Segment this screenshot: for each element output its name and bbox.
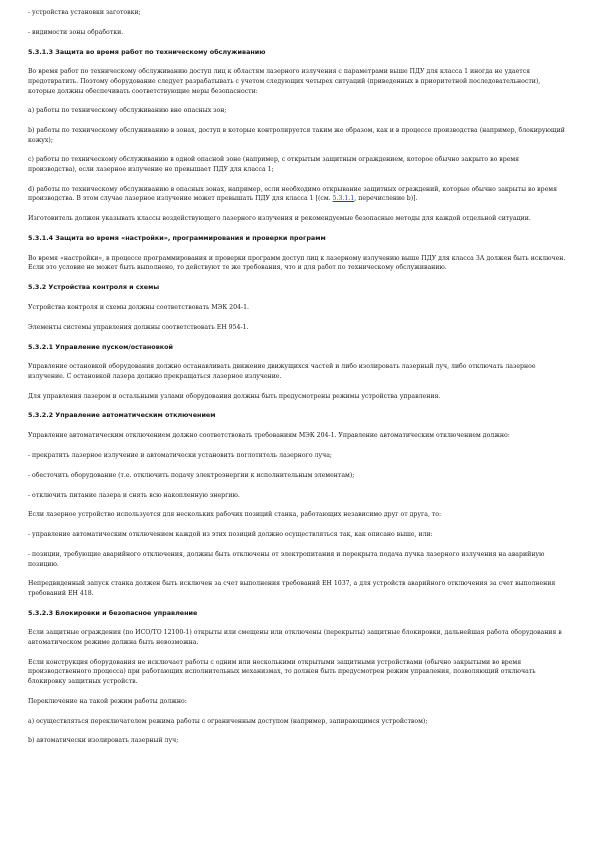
list-item: - управление автоматическим отключением каждой из этих позиций должно осуществляться так, как описано выше, или: (28, 531, 433, 539)
paragraph: Если защитные ограждения (по ИСО/ТО 12100-1) открыты или смещены или отключены (перекрыты) защитные блокировки, дальнейшая работа оборудования в автоматическом режиме должна быть невозможна. (28, 629, 562, 647)
list-item: - отключить питание лазера и снять всю накопленную энергию. (28, 491, 240, 499)
list-item: - устройства установки заготовки; (28, 9, 141, 16)
paragraph: Непредвиденный запуск станка должен быть исключен за счет выполнения требований ЕН 1037, а для устройств аварийного отключения за счет выполнения требований ЕН 418. (28, 580, 556, 597)
section-heading: 5.3.2.3 Блокировки и безопасное управление (28, 608, 198, 617)
list-item: b) автоматически изолировать лазерный луч; (28, 737, 179, 745)
paragraph: Во время работ по техническому обслуживанию доступ лиц к областям лазерного излучения с параметрами выше ПДУ для класса 1 иногда не удается предотвратить. Поэтому оборудование следует разрабатывать с учетом следующих четырех ситуаций (приведенных в приоритетной последовательности), которые должны обеспечивать соответствующие меры безопасности: (28, 68, 541, 95)
section-heading: 5.3.1.4 Защита во время «настройки», программирования и проверки программ (28, 234, 326, 242)
paragraph: Во время «настройки», в процессе программирования и проверки программ доступ лиц к лазерному излучению выше ПДУ для класса 3А должен быть исключен. Если это условие не может быть выполнено, то действуют те же требования, что и для работ по техническому обслуживанию. (28, 254, 566, 272)
list-item: - обесточить оборудование (т.е. отключить подачу электроэнергии к исполнительным элементам); (28, 471, 355, 479)
paragraph: Элементы системы управления должны соответствовать ЕН 954-1. (28, 323, 249, 331)
list-item: c) работы по техническому обслуживанию в одной опасной зоне (например, с открытым защитным ограждением, которое обычно закрыто во время производства), если лазерное излучение не превышает ПДУ для класса 1; (28, 156, 520, 174)
list-item: - прекратить лазерное излучение и автоматически установить поглотитель лазерного луча; (28, 452, 332, 459)
list-item: a) работы по техническому обслуживанию вне опасных зон; (28, 107, 227, 115)
list-item: a) осуществляться переключателем режима работы с ограниченным доступом (например, запирающимся устройством); (28, 717, 428, 725)
section-heading: 5.3.1.3 Защита во время работ по техническому обслуживанию (28, 47, 266, 56)
paragraph: Управление остановкой оборудования должно останавливать движение движущихся частей и либо изолировать лазерный луч, либо отключать лазерное излучение. С остановкой лазера должно прекращаться лазерное излучение. (28, 363, 536, 380)
list-item: - видимости зоны обработки. (28, 28, 124, 36)
paragraph-text-tail: , перечисление b)]. (354, 195, 418, 203)
list-item: b) работы по техническому обслуживанию в зонах, доступ в которые контролируется таким же образом, как и в процессе производства (например, блокирующий кожух); (28, 127, 565, 144)
list-item (28, 185, 568, 204)
section-link[interactable]: 5.3.1.1 (332, 195, 355, 203)
paragraph: Если лазерное устройство используется для нескольких рабочих позиций станка, работающих независимо друг от друга, то: (28, 511, 442, 519)
section-heading: 5.3.2.1 Управление пуском/остановкой (28, 342, 173, 351)
paragraph: Управление автоматическим отключением должно соответствовать требованиям МЭК 204-1. Управление автоматическим отключением должно: (28, 432, 510, 440)
paragraph: Для управления лазером и остальными узлами оборудования должны быть предусмотрены режимы устройства управления. (28, 392, 441, 400)
paragraph: Переключение на такой режим работы должно: (28, 697, 187, 705)
paragraph: Изготовитель должен указывать классы воздействующего лазерного излучения и рекомендуемые безопасные методы для каждой отдельной ситуации. (28, 215, 531, 223)
document-page (28, 8, 568, 756)
paragraph-text: d) работы по техническому обслуживанию в опасных зонах, например, если необходимо открывание защитных ограждений, которые обычно закрыты во время производства. В этом случае лазерное излучение может превышать ПДУ для класса 1 [(см. (28, 185, 557, 203)
section-heading: 5.3.2 Устройства контроля и схемы (28, 283, 160, 292)
paragraph: Устройства контроля и схемы должны соответствовать МЭК 204-1. (28, 303, 249, 311)
list-item: - позиции, требующие аварийного отключения, должны быть отключены от электропитания и перекрыта подача пучка лазерного излучения на аварийную позицию. (28, 550, 545, 568)
section-heading: 5.3.2.2 Управление автоматическим отключением (28, 411, 216, 420)
paragraph: Если конструкция оборудования не исключает работы с одним или несколькими открытыми защитными устройствами (обычно закрытыми во время производственного процесса) при работающих исполнительных механизмах, то должен быть предусмотрен режим управления, позволяющий отключать блокировку защитных устройств. (28, 658, 536, 685)
